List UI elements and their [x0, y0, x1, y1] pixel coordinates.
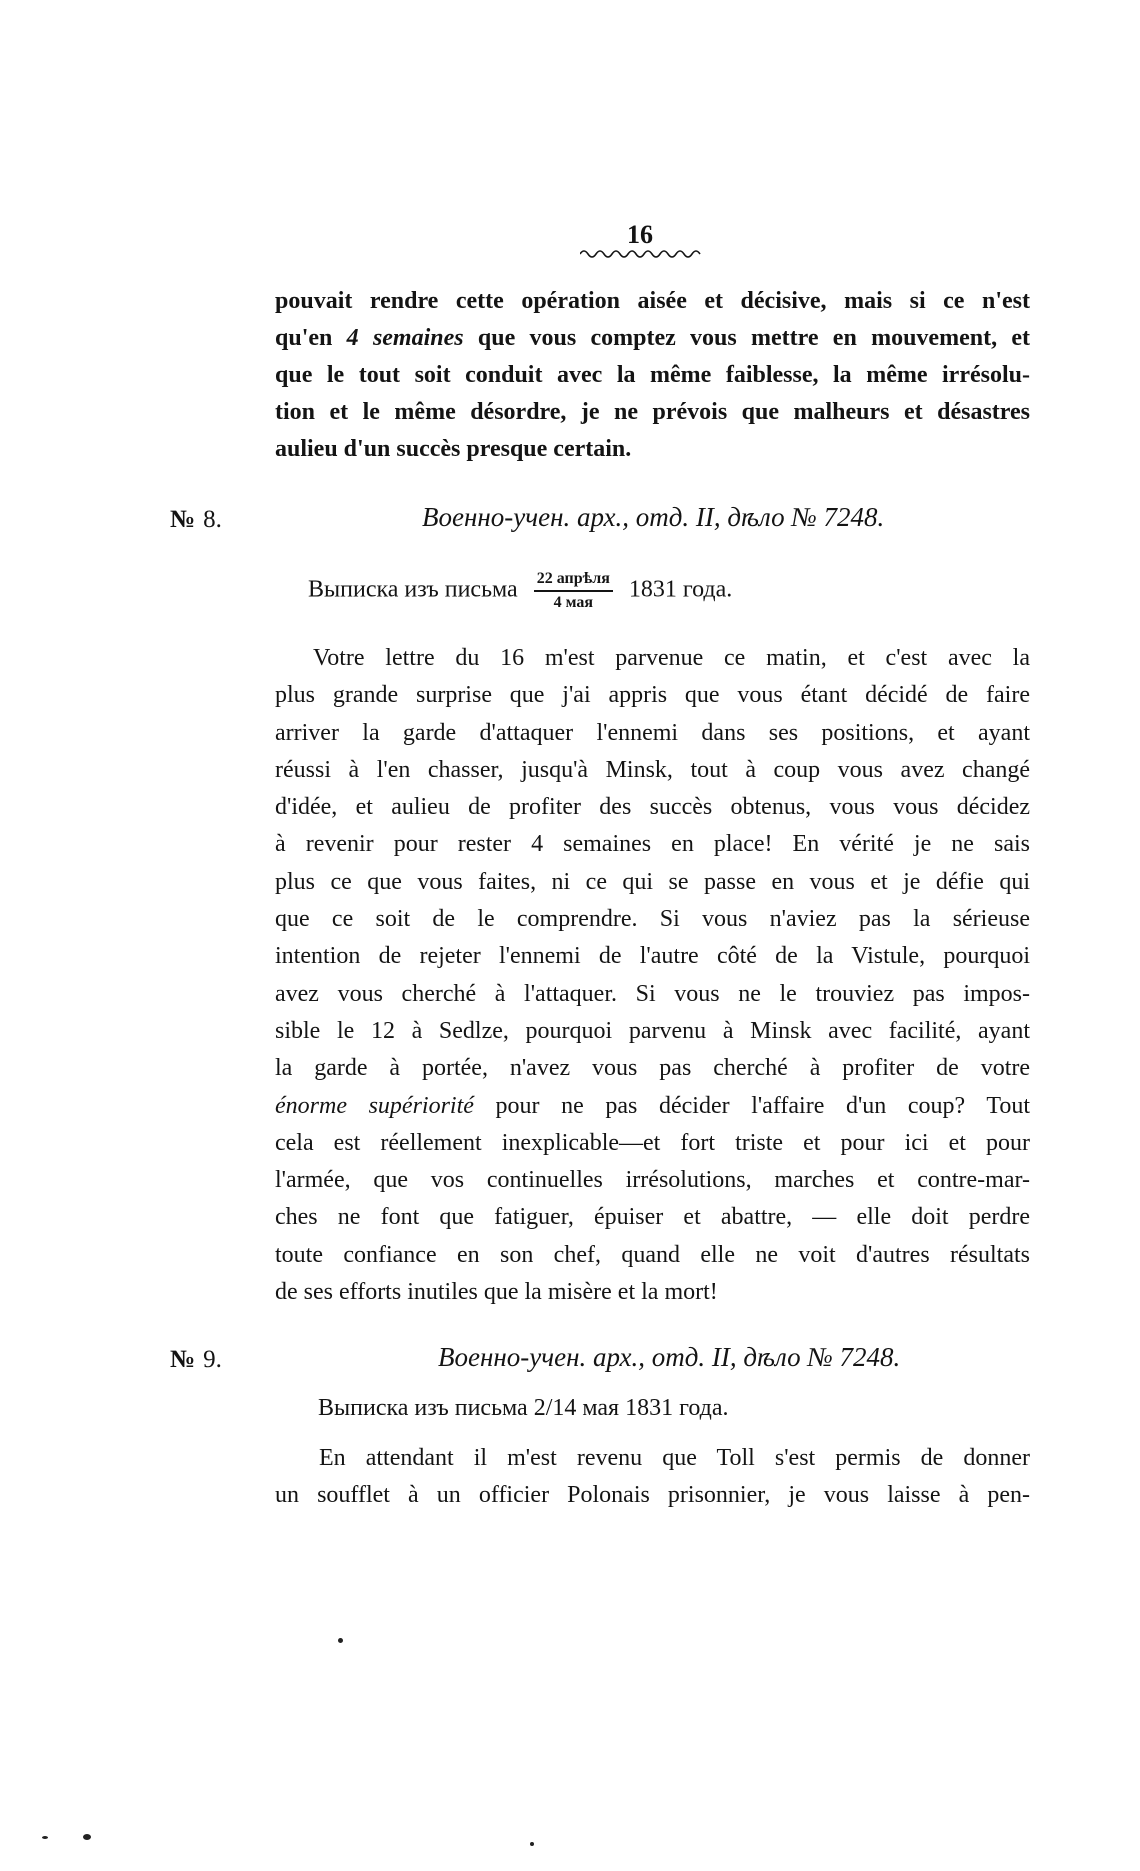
archive-reference-9: Военно-учен. арх., отд. II, дѣло № 7248. [438, 1342, 901, 1372]
text-line: réussi à l'en chasser, jusqu'à Minsk, tout à coup vous avez changé [275, 756, 1030, 783]
scan-speck [42, 1836, 48, 1839]
text-line: à revenir pour rester 4 semaines en place! En vérité je ne sais [275, 831, 1030, 858]
text-line: toute confiance en son chef, quand elle ne voit d'autres résultats [275, 1241, 1030, 1268]
date-denominator: 4 мая [553, 594, 594, 611]
text-line: sible le 12 à Sedlze, pourquoi parvenu à Minsk avec facilité, ayant [275, 1017, 1030, 1044]
scan-speck [83, 1834, 91, 1840]
text-line: d'idée, et aulieu de profiter des succès obtenus, vous vous décidez [275, 794, 1030, 821]
text-line: En attendant il m'est revenu que Toll s'est permis de donner [319, 1445, 1030, 1471]
scan-speck [338, 1638, 343, 1643]
document-number-9 [170, 1346, 222, 1374]
text-line: qu'en 4 semaines que vous comptez vous mettre en mouvement, et [275, 325, 1030, 351]
letter-body-9 [275, 1440, 1030, 1514]
text-line: plus grande surprise que j'ai appris que vous étant décidé de faire [275, 682, 1030, 709]
scan-speck [530, 1842, 534, 1846]
number-value: 8. [203, 506, 222, 533]
date-numerator: 22 апрѣля [534, 570, 613, 592]
text-line: que ce soit de le comprendre. Si vous n'aviez pas la sérieuse [275, 906, 1030, 933]
extract-prefix: Выписка изъ письма [308, 576, 518, 603]
number-sign: № [170, 1346, 196, 1373]
text-line: l'armée, que vos continuelles irrésolutions, marches et contre-mar- [275, 1167, 1030, 1194]
text-line: plus ce que vous faites, ni ce qui se passe en vous et je défie qui [275, 868, 1030, 895]
text-line: tion et le même désordre, je ne prévois que malheurs et désastres [275, 399, 1030, 425]
document-number-8 [170, 506, 222, 534]
text-line: arriver la garde d'attaquer l'ennemi dans ses positions, et ayant [275, 719, 1030, 746]
text-line: un soufflet à un officier Polonais prisonnier, je vous laisse à pen- [275, 1482, 1030, 1508]
paragraph-continuation [275, 283, 1030, 468]
extract-heading-9: Выписка изъ письма 2/14 мая 1831 года. [318, 1395, 729, 1421]
letter-body-8 [275, 640, 1030, 1311]
text-line: Votre lettre du 16 m'est parvenue ce matin, et c'est avec la [313, 645, 1030, 671]
extract-suffix: 1831 года. [628, 576, 733, 603]
text-line: aulieu d'un succès presque certain. [275, 436, 632, 462]
text-line: énorme supériorité pour ne pas décider l'affaire d'un coup? Tout [275, 1092, 1031, 1119]
number-value: 9. [203, 1346, 222, 1373]
number-sign: № [170, 506, 196, 533]
wavy-rule-ornament [580, 246, 704, 258]
date-fraction [534, 570, 613, 612]
text-line: cela est réellement inexplicable—et fort triste et pour ici et pour [275, 1129, 1030, 1156]
page-number: 16 [627, 220, 653, 249]
text-line: que le tout soit conduit avec la même faiblesse, la même irrésolu- [275, 362, 1030, 388]
text-line: intention de rejeter l'ennemi de l'autre côté de la Vistule, pourquoi [275, 943, 1030, 970]
text-line: la garde à portée, n'avez vous pas cherché à profiter de votre [275, 1055, 1030, 1082]
text-line: pouvait rendre cette opération aisée et décisive, mais si ce n'est [275, 288, 1030, 314]
extract-heading-8 [308, 570, 732, 612]
text-line: ches ne font que fatiguer, épuiser et abattre, — elle doit perdre [275, 1204, 1030, 1231]
text-line: avez vous cherché à l'attaquer. Si vous ne le trouviez pas impos- [275, 980, 1030, 1007]
archive-reference-8: Военно-учен. арх., отд. II, дѣло № 7248. [422, 502, 885, 532]
text-line: de ses efforts inutiles que la misère et la mort! [275, 1279, 718, 1306]
